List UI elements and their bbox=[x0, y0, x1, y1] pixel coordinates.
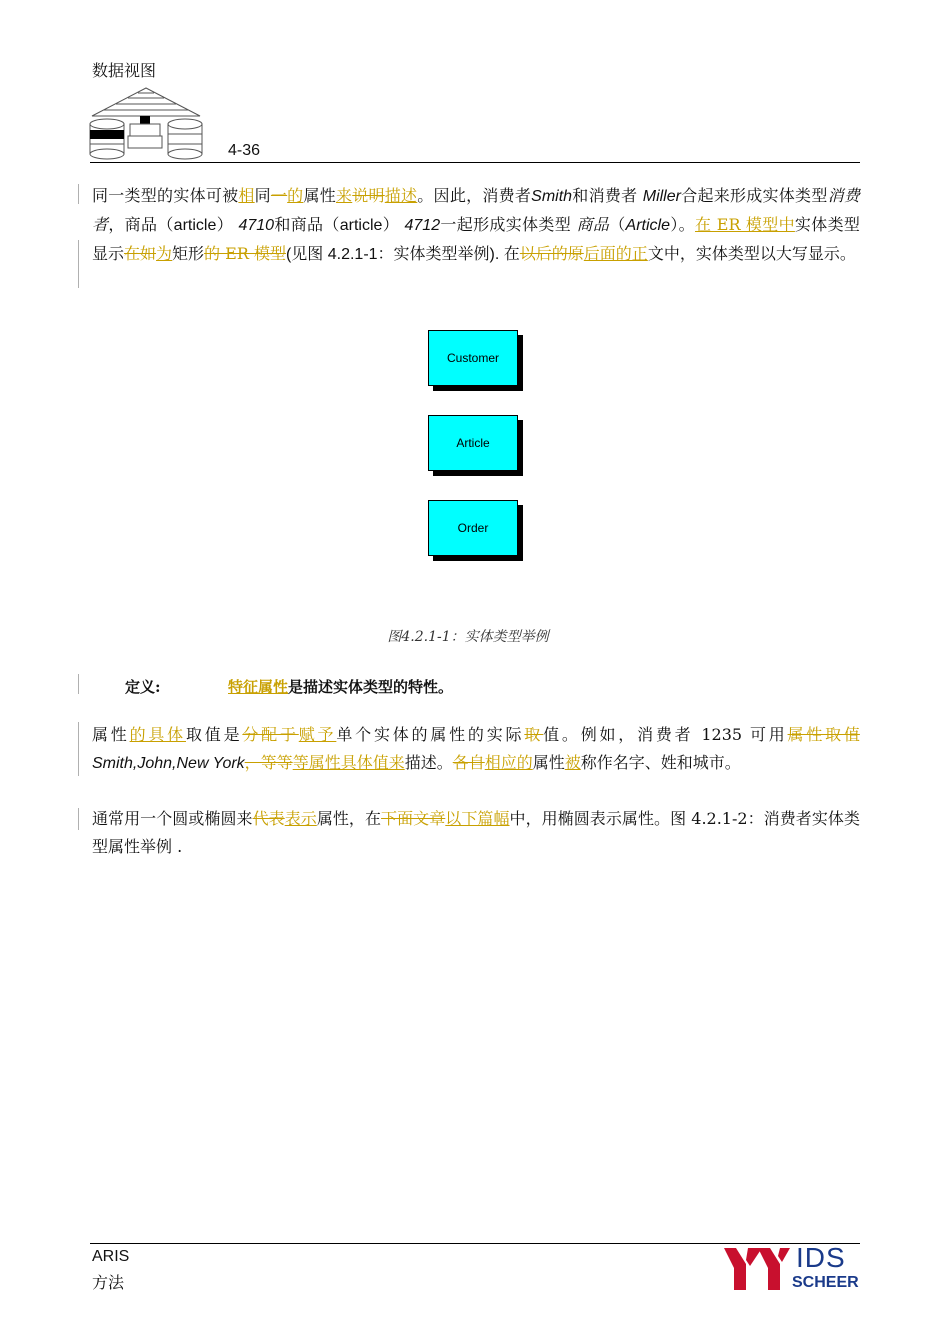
entity-article: Article bbox=[428, 415, 518, 471]
ids-scheer-logo bbox=[722, 1242, 864, 1294]
figure-caption: 图4.2.1-1：实体类型举例 bbox=[387, 629, 549, 645]
footer-aris: ARIS bbox=[92, 1248, 130, 1265]
header-rule bbox=[90, 162, 860, 163]
paragraph-entity-types: 同一类型的实体可被相同一的属性来说明描述。因此，消费者Smith和消费者 Miller合起来形成实体类型消费者，商品（article） 4710和商品（article） 4712一起形成实体类型 商品（Article）。在 ER 模型中实体类型显示在如为矩形的 ER 模型(见图 4.2.1-1：实体类型举例). 在以后的原后面的正文中，实体类型以大写显示。 bbox=[92, 186, 860, 263]
page-number: 4-36 bbox=[228, 142, 261, 159]
house-logo-icon bbox=[88, 86, 208, 160]
entity-order: Order bbox=[428, 500, 518, 556]
change-bar bbox=[78, 808, 79, 830]
footer-rule bbox=[90, 1243, 860, 1244]
definition-text: 特征属性是描述实体类型的特性。 bbox=[228, 678, 454, 696]
paragraph-attribute-symbols: 通常用一个圆或椭圆来代表表示属性，在下面文章以下篇幅中，用椭圆表示属性。图 4.2.1-2：消费者实体类型属性举例 . bbox=[92, 809, 860, 856]
change-bar bbox=[78, 674, 79, 694]
header-title: 数据视图 bbox=[92, 61, 157, 80]
ids-logo-mark-icon bbox=[722, 1246, 792, 1292]
footer-method: 方法 bbox=[92, 1273, 125, 1292]
change-bar bbox=[78, 184, 79, 204]
paragraph-attribute-values: 属性的具体取值是分配于赋予单个实体的属性的实际取值。例如，消费者 1235 可用属性取值 Smith,John,New York，等等等属性具体值来描述。各自相应的属性被称作名字、姓和城市。 bbox=[92, 725, 860, 772]
definition-label: 定义: bbox=[125, 678, 161, 696]
change-bar bbox=[78, 240, 79, 288]
entity-customer: Customer bbox=[428, 330, 518, 386]
change-bar bbox=[78, 722, 79, 776]
logo-text-scheer: SCHEER bbox=[792, 1274, 859, 1291]
logo-text-ids: IDS bbox=[796, 1242, 846, 1273]
